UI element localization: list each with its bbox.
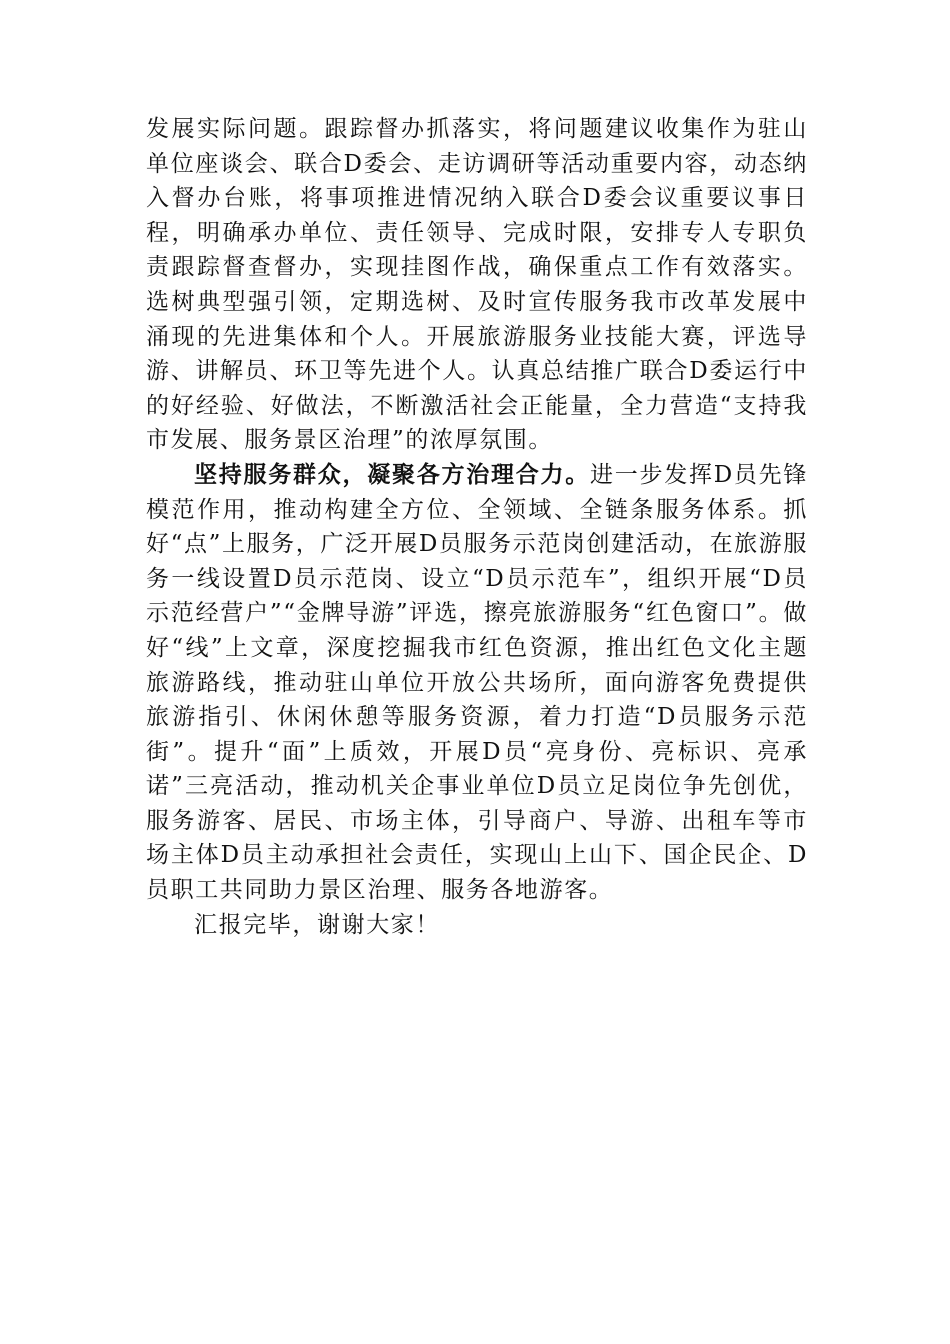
closing-remark: 汇报完毕，谢谢大家！ <box>194 911 440 938</box>
paragraph-supervision: 发展实际问题。跟踪督办抓落实，将问题建议收集作为驻山单位座谈会、联合D委会、走访调研等活动重要内容，动态纳入督办台账，将事项推进情况纳入联合D委会议重要议事日程，明确承办单位、责任领导、完成时限，安排专人专职负责跟踪督查督办，实现挂图作战，确保重点工作有效落实。选树典型强引领，定期选树、及时宣传服务我市改革发展中涌现的先进集体和个人。开展旅游服务业技能大赛，评选导游、讲解员、环卫等先进个人。认真总结推广联合D委运行中的好经验、好做法，不断激活社会正能量，全力营造“支持我市发展、服务景区治理”的浓厚氛围。 <box>146 116 808 454</box>
paragraph-body: 进一步发挥D员先锋模范作用，推动构建全方位、全领域、全链条服务体系。抓好“点”上服务，广泛开展D员服务示范岗创建活动，在旅游服务一线设置D员示范岗、设立“D员示范车”，组织开展“D员示范经营户”“金牌导游”评选，擦亮旅游服务“红色窗口”。做好“线”上文章，深度挖掘我市红色资源，推出红色文化主题旅游路线，推动驻山单位开放公共场所，面向游客免费提供旅游指引、休闲休憩等服务资源，着力打造“D员服务示范街”。提升“面”上质效，开展D员“亮身份、亮标识、亮承诺”三亮活动，推动机关企事业单位D员立足岗位争先创优，服务游客、居民、市场主体，引导商户、导游、出租车等市场主体D员主动承担社会责任，实现山上山下、国企民企、D员职工共同助力景区治理、服务各地游客。 <box>146 461 808 904</box>
paragraph-serve-masses <box>146 458 808 908</box>
paragraph-heading: 坚持服务群众，凝聚各方治理合力。 <box>194 460 590 488</box>
document-page <box>146 112 808 942</box>
